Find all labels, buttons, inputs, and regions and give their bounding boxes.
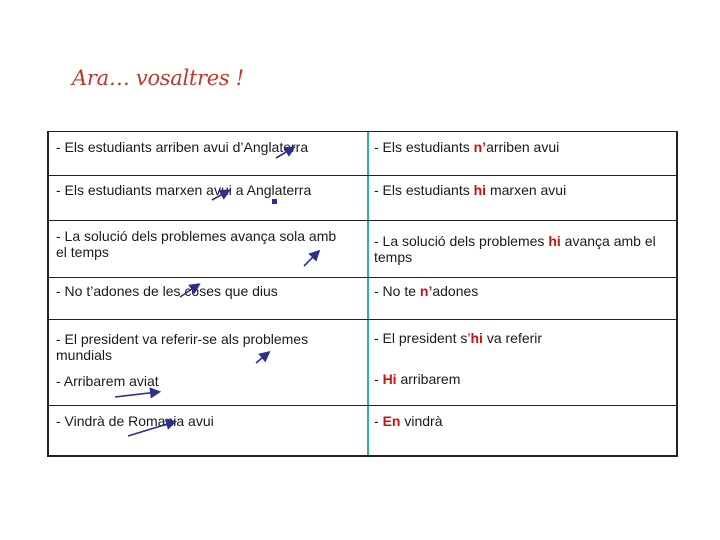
row-5-pronominal-2: - Hi arribarem [374, 371, 461, 387]
pronoun-highlight: En [382, 413, 401, 429]
pronoun-highlight: n’ [473, 139, 487, 155]
row-1-original: - Els estudiants arriben avui d’Anglaterra [56, 139, 309, 155]
pronoun-highlight: hi [548, 233, 561, 249]
page-title: Ara… vosaltres ! [72, 66, 244, 90]
row-2-original: - Els estudiants marxen avui a Anglaterra [56, 182, 312, 198]
table-row [49, 406, 676, 456]
row-3-pronominal: - La solució dels problemes hi avança amb el temps [374, 233, 656, 265]
table-row [49, 132, 676, 176]
row-3-original: - La solució dels problemes avança sola amb el temps [56, 228, 337, 260]
pronoun-highlight: Hi [382, 371, 397, 387]
row-6-pronominal: - En vindrà [374, 413, 443, 429]
row-4-original: - No t’adones de les coses que dius [56, 283, 278, 299]
table-row [49, 176, 676, 221]
table-row [49, 221, 676, 278]
row-1-pronominal: - Els estudiants n’arriben avui [374, 139, 560, 155]
pronoun-highlight: hi [470, 330, 483, 346]
pronoun-highlight: n’ [419, 283, 433, 299]
row-5-original: - El president va referir-se als problemes mundials [56, 331, 309, 363]
row-5-pronominal: - El president s’hi va referir [374, 330, 543, 346]
row-5-original-2: - Arribarem aviat [56, 373, 159, 389]
row-4-pronominal: - No te n’adones [374, 283, 479, 299]
row-2-pronominal: - Els estudiants hi marxen avui [374, 182, 567, 198]
row-6-original: - Vindrà de Romania avui [56, 413, 214, 429]
pronoun-highlight: hi [473, 182, 487, 198]
table-row [49, 278, 676, 320]
table-row [49, 320, 676, 406]
examples-table [47, 131, 678, 457]
